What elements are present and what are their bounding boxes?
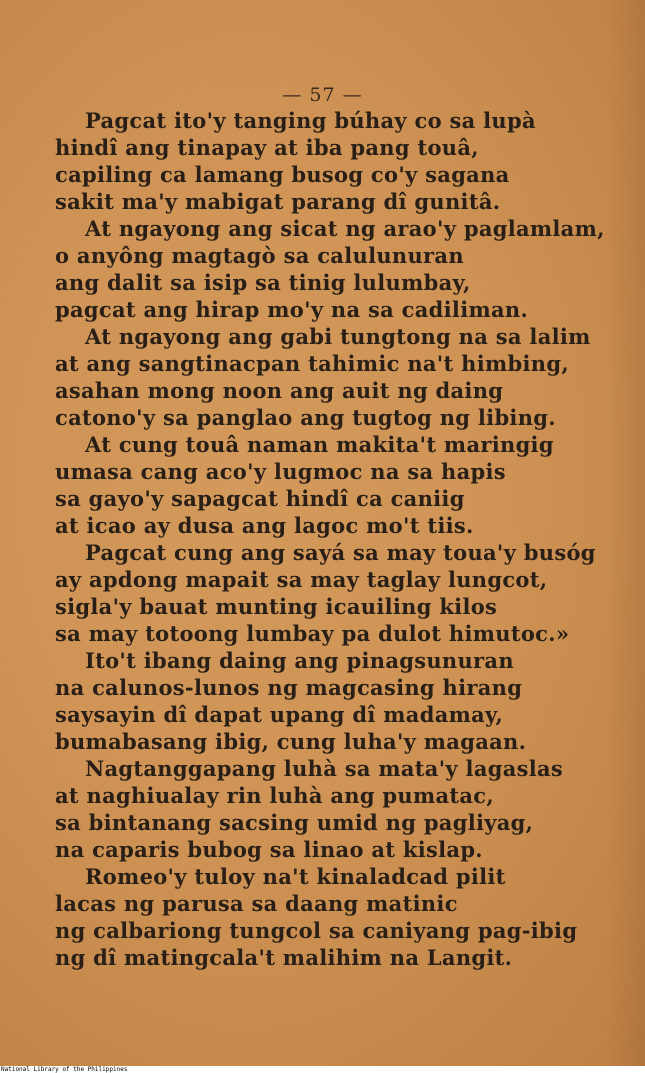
verse-line: hindî ang tinapay at iba pang touâ, [55, 135, 479, 160]
verse-line: at icao ay dusa ang lagoc mo't tiis. [55, 513, 474, 538]
verse-line: Ito't ibang daing ang pinagsunuran [85, 648, 514, 673]
verse-line: ng calbariong tungcol sa caniyang pag-ibig [55, 918, 578, 943]
verse-line: Pagcat ito'y tanging búhay co sa lupà [85, 108, 536, 133]
verse-line: capiling ca lamang busog co'y sagana [55, 162, 510, 187]
page-number: — 57 — [282, 84, 363, 106]
verse-line: bumabasang ibig, cung luha'y magaan. [55, 729, 527, 754]
verse-line: sa gayo'y sapagcat hindî ca caniig [55, 486, 465, 511]
verse-line: lacas ng parusa sa daang matinic [55, 891, 458, 916]
verse-line: o anyông magtagò sa calulunuran [55, 243, 464, 268]
verse-line: umasa cang aco'y lugmoc na sa hapis [55, 459, 506, 484]
verse-line: na calunos-lunos ng magcasing hirang [55, 675, 523, 700]
verse-line: pagcat ang hirap mo'y na sa cadiliman. [55, 297, 529, 322]
verse-line: at ang sangtinacpan tahimic na't himbing, [55, 351, 569, 376]
verse-line: sigla'y bauat munting icauiling kilos [55, 594, 498, 619]
poem-text [55, 107, 615, 971]
verse-line: catono'y sa panglao ang tugtog ng libing. [55, 405, 556, 430]
verse-line: saysayin dî dapat upang dî madamay, [55, 702, 504, 727]
verse-line: sa bintanang sacsing umid ng pagliyag, [55, 810, 534, 835]
verse-line: Romeo'y tuloy na't kinaladcad pilit [85, 864, 506, 889]
verse-line: At cung touâ naman makita't maringig [85, 432, 554, 457]
verse-line: sa may totoong lumbay pa dulot himutoc.» [55, 621, 570, 646]
verse-line: Pagcat cung ang sayá sa may toua'y busóg [85, 540, 596, 565]
verse-line: na caparis bubog sa linao at kislap. [55, 837, 483, 862]
verse-line: Nagtanggapang luhà sa mata'y lagaslas [85, 756, 564, 781]
verse-line: At ngayong ang sicat ng arao'y paglamlam, [85, 216, 605, 241]
verse-line: asahan mong noon ang auit ng daing [55, 378, 504, 403]
verse-line: ay apdong mapait sa may taglay lungcot, [55, 567, 548, 592]
verse-line: At ngayong ang gabi tungtong na sa lalim [85, 324, 591, 349]
footer-credit: National Library of the Philippines [1, 1066, 128, 1073]
verse-line: at naghiualay rin luhà ang pumatac, [55, 783, 495, 808]
verse-line: sakit ma'y mabigat parang dî gunitâ. [55, 189, 501, 214]
verse-line: ang dalit sa isip sa tinig lulumbay, [55, 270, 471, 295]
verse-line: ng dî matingcala't malihim na Langit. [55, 945, 513, 970]
